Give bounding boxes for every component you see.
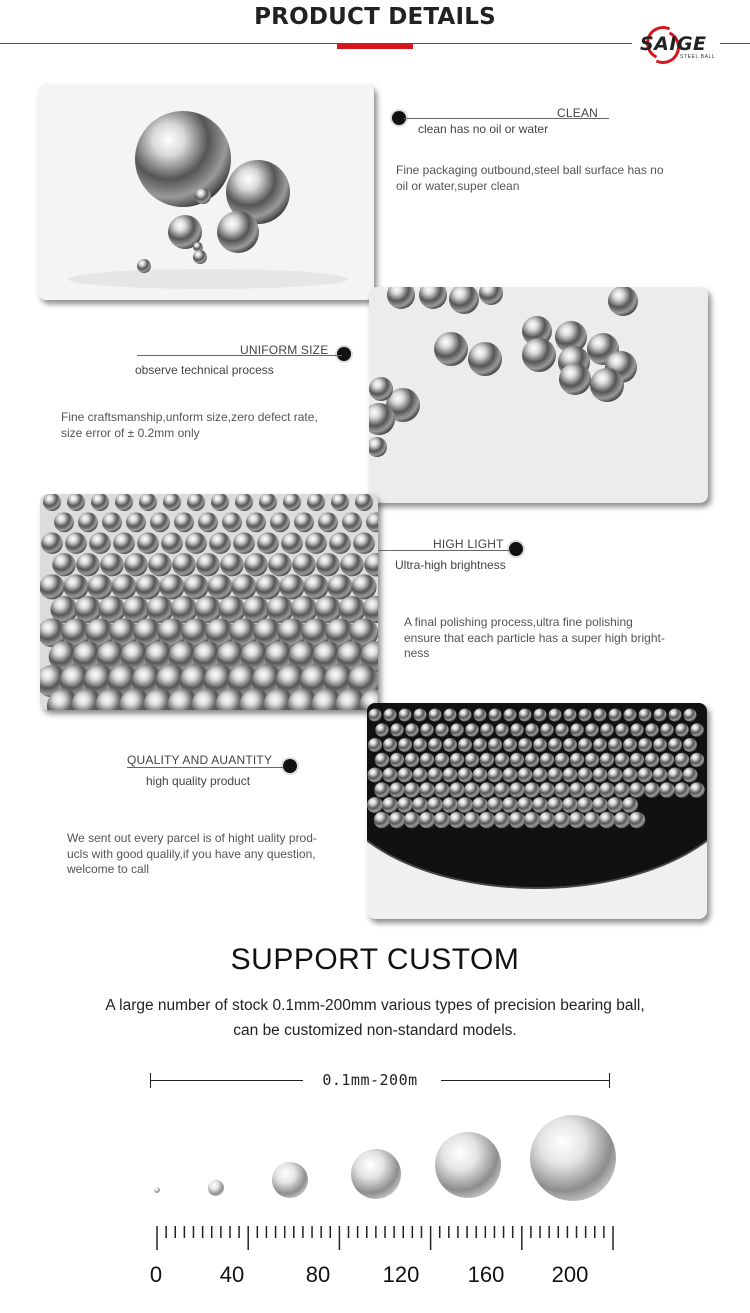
- support-description-line: can be customized non-standard models.: [233, 1022, 517, 1039]
- steel-ball: [374, 812, 391, 829]
- ruler-label: 200: [551, 1262, 589, 1287]
- uniform-size-dot-icon: [337, 347, 351, 361]
- steel-ball: [458, 768, 473, 783]
- steel-ball: [318, 512, 338, 532]
- steel-ball: [653, 768, 668, 783]
- steel-ball: [578, 738, 592, 752]
- steel-ball: [518, 768, 533, 783]
- steel-ball: [592, 797, 608, 813]
- steel-ball: [435, 723, 449, 737]
- steel-ball: [235, 494, 253, 511]
- steel-ball: [504, 709, 517, 722]
- steel-ball: [533, 738, 547, 752]
- steel-ball: [375, 723, 389, 737]
- steel-ball: [259, 494, 277, 511]
- steel-ball: [331, 494, 349, 511]
- steel-ball: [494, 812, 511, 829]
- steel-ball: [480, 753, 495, 768]
- steel-ball: [547, 797, 563, 813]
- steel-ball: [307, 494, 325, 511]
- steel-ball: [279, 574, 304, 599]
- steel-ball: [429, 709, 442, 722]
- steel-ball: [244, 553, 267, 576]
- steel-ball: [257, 532, 279, 554]
- steel-ball: [124, 553, 147, 576]
- quality-description-line: We sent out every parcel is of hight uality prod-: [67, 831, 317, 845]
- uniform-size-title: UNIFORM SIZE: [240, 343, 329, 357]
- steel-ball: [569, 782, 585, 798]
- ruler-label: 120: [382, 1262, 420, 1287]
- steel-ball: [465, 753, 480, 768]
- steel-ball: [532, 797, 548, 813]
- steel-ball: [355, 494, 373, 511]
- steel-ball: [600, 723, 614, 737]
- steel-ball: [518, 738, 532, 752]
- steel-ball: [548, 738, 562, 752]
- steel-ball: [209, 532, 231, 554]
- steel-ball: [479, 812, 496, 829]
- steel-ball: [383, 738, 397, 752]
- range-label: 0.1mm-200m: [322, 1071, 418, 1089]
- clean-description-line: Fine packaging outbound,steel ball surface has no: [396, 163, 664, 177]
- steel-ball: [517, 797, 533, 813]
- steel-ball: [509, 782, 525, 798]
- uniform-size-product-photo: [369, 287, 708, 503]
- steel-ball: [40, 574, 65, 599]
- steel-ball: [139, 494, 157, 511]
- steel-ball: [375, 753, 390, 768]
- steel-ball: [398, 768, 413, 783]
- ruler-label: 0: [149, 1262, 163, 1287]
- steel-ball: [172, 553, 195, 576]
- steel-ball: [111, 574, 136, 599]
- steel-ball: [623, 738, 637, 752]
- steel-ball: [404, 812, 421, 829]
- steel-ball: [473, 738, 487, 752]
- steel-ball: [137, 532, 159, 554]
- steel-ball: [434, 782, 450, 798]
- clean-description: [396, 163, 716, 194]
- steel-ball: [419, 782, 435, 798]
- steel-ball: [584, 782, 600, 798]
- steel-ball: [510, 723, 524, 737]
- steel-ball: [684, 709, 697, 722]
- steel-ball: [638, 768, 653, 783]
- steel-ball: [450, 723, 464, 737]
- quality-description: [67, 831, 367, 878]
- steel-ball: [539, 812, 556, 829]
- steel-ball: [683, 738, 697, 752]
- steel-ball: [292, 553, 315, 576]
- steel-ball: [412, 797, 428, 813]
- steel-ball: [660, 753, 675, 768]
- steel-ball: [659, 782, 675, 798]
- steel-ball: [615, 753, 630, 768]
- steel-ball: [548, 768, 563, 783]
- steel-ball: [342, 512, 362, 532]
- steel-ball: [443, 768, 458, 783]
- steel-ball: [474, 709, 487, 722]
- steel-ball: [163, 494, 181, 511]
- header-accent-bar: [337, 43, 413, 49]
- steel-ball: [660, 723, 674, 737]
- steel-ball: [674, 782, 690, 798]
- steel-ball: [554, 812, 571, 829]
- clean-subtitle: clean has no oil or water: [418, 122, 549, 136]
- steel-ball: [414, 709, 427, 722]
- high-light-dot-icon: [509, 542, 523, 556]
- steel-ball: [231, 574, 256, 599]
- steel-ball: [503, 738, 517, 752]
- steel-ball: [464, 782, 480, 798]
- steel-ball: [369, 709, 382, 722]
- logo-text: SAIGE: [640, 33, 707, 55]
- steel-ball: [540, 723, 554, 737]
- steel-ball: [593, 768, 608, 783]
- ruler-label: 160: [467, 1262, 505, 1287]
- steel-ball: [525, 753, 540, 768]
- steel-ball: [196, 553, 219, 576]
- steel-ball: [405, 753, 420, 768]
- steel-ball: [281, 532, 303, 554]
- steel-ball: [585, 723, 599, 737]
- steel-ball: [593, 738, 607, 752]
- steel-ball: [115, 494, 133, 511]
- steel-ball: [519, 709, 532, 722]
- steel-ball: [629, 812, 646, 829]
- steel-ball: [488, 768, 503, 783]
- steel-ball: [91, 494, 109, 511]
- steel-ball: [683, 768, 698, 783]
- steel-ball: [434, 812, 451, 829]
- steel-ball: [464, 812, 481, 829]
- steel-ball: [525, 723, 539, 737]
- steel-ball: [54, 512, 74, 532]
- steel-ball: [113, 532, 135, 554]
- steel-ball: [366, 512, 378, 532]
- brand-logo: [632, 26, 720, 64]
- high-light-description-line: ness: [404, 646, 430, 660]
- support-custom-description: [0, 993, 750, 1043]
- steel-ball: [398, 738, 412, 752]
- steel-ball: [458, 738, 472, 752]
- steel-ball: [539, 782, 555, 798]
- ruler-label: 80: [305, 1262, 331, 1287]
- steel-ball: [578, 768, 593, 783]
- steel-ball: [479, 782, 495, 798]
- steel-ball: [495, 723, 509, 737]
- steel-ball: [383, 768, 398, 783]
- steel-ball: [294, 512, 314, 532]
- range-cap-right: [609, 1073, 610, 1088]
- steel-ball: [187, 494, 205, 511]
- steel-ball: [449, 812, 466, 829]
- steel-ball: [270, 512, 290, 532]
- steel-ball: [413, 768, 428, 783]
- steel-ball: [585, 753, 600, 768]
- steel-ball: [510, 753, 525, 768]
- logo-subtext: STEEL BALL: [680, 54, 716, 60]
- steel-ball: [211, 494, 229, 511]
- steel-ball: [76, 553, 99, 576]
- steel-ball: [549, 709, 562, 722]
- quality-title: QUALITY AND AUANTITY: [127, 753, 273, 767]
- uniform-size-description: [61, 410, 361, 441]
- clean-title: CLEAN: [557, 106, 599, 120]
- range-line-right: [441, 1080, 609, 1081]
- steel-ball: [435, 753, 450, 768]
- steel-ball: [629, 782, 645, 798]
- steel-ball: [148, 553, 171, 576]
- steel-ball: [67, 494, 85, 511]
- steel-ball: [564, 709, 577, 722]
- steel-ball: [668, 768, 683, 783]
- steel-ball: [374, 782, 390, 798]
- steel-ball: [609, 709, 622, 722]
- uniform-size-description-line: Fine craftsmanship,unform size,zero defect rate,: [61, 410, 318, 424]
- steel-ball: [668, 738, 682, 752]
- steel-ball: [555, 753, 570, 768]
- steel-ball: [268, 553, 291, 576]
- steel-ball: [562, 797, 578, 813]
- high-light-title: HIGH LIGHT: [433, 537, 504, 551]
- steel-ball: [503, 768, 518, 783]
- steel-ball: [614, 812, 631, 829]
- quality-dot-icon: [283, 759, 297, 773]
- clean-description-line: oil or water,super clean: [396, 178, 520, 193]
- steel-ball: [690, 753, 705, 768]
- steel-ball: [405, 723, 419, 737]
- steel-ball: [614, 782, 630, 798]
- steel-ball: [638, 738, 652, 752]
- steel-ball: [495, 753, 510, 768]
- steel-ball: [198, 512, 218, 532]
- steel-ball: [487, 797, 503, 813]
- steel-ball: [419, 812, 436, 829]
- steel-ball: [389, 812, 406, 829]
- steel-ball: [65, 532, 87, 554]
- steel-ball: [577, 797, 593, 813]
- high-light-description: [404, 615, 704, 662]
- steel-ball: [645, 753, 660, 768]
- steel-ball: [89, 532, 111, 554]
- steel-ball: [570, 753, 585, 768]
- steel-ball: [220, 553, 243, 576]
- quality-description-line: welcome to call: [67, 862, 150, 876]
- steel-ball: [233, 532, 255, 554]
- steel-ball: [653, 738, 667, 752]
- support-custom-title: SUPPORT CUSTOM: [230, 943, 520, 976]
- steel-ball: [488, 738, 502, 752]
- steel-ball: [630, 753, 645, 768]
- steel-ball: [450, 753, 465, 768]
- steel-ball: [102, 512, 122, 532]
- steel-ball: [480, 723, 494, 737]
- steel-ball: [255, 574, 280, 599]
- high-light-description-line: ensure that each particle has a super high bright-: [404, 630, 665, 645]
- steel-ball: [669, 709, 682, 722]
- quality-product-photo: [367, 703, 707, 919]
- steel-ball: [607, 797, 623, 813]
- steel-ball: [87, 574, 112, 599]
- steel-ball: [494, 782, 510, 798]
- clean-product-photo: [38, 84, 374, 300]
- high-light-subtitle: Ultra-high brightness: [395, 558, 506, 572]
- steel-ball: [630, 723, 644, 737]
- steel-ball: [428, 738, 442, 752]
- steel-ball: [443, 738, 457, 752]
- steel-ball: [608, 738, 622, 752]
- steel-ball: [384, 709, 397, 722]
- steel-ball: [654, 709, 667, 722]
- steel-ball: [554, 782, 570, 798]
- steel-ball: [185, 532, 207, 554]
- steel-ball: [689, 782, 705, 798]
- steel-ball: [100, 553, 123, 576]
- page-title: PRODUCT DETAILS: [254, 4, 496, 30]
- uniform-size-subtitle: observe technical process: [135, 363, 274, 377]
- steel-ball: [207, 574, 232, 599]
- quality-rule: [127, 767, 283, 768]
- steel-ball: [472, 797, 488, 813]
- steel-ball: [161, 532, 183, 554]
- steel-ball: [63, 574, 88, 599]
- steel-ball: [623, 768, 638, 783]
- high-light-product-photo: [40, 494, 378, 710]
- steel-ball: [351, 574, 376, 599]
- steel-ball: [316, 553, 339, 576]
- steel-ball: [608, 768, 623, 783]
- quality-subtitle: high quality product: [146, 774, 251, 788]
- steel-ball: [675, 723, 689, 737]
- steel-ball: [600, 753, 615, 768]
- steel-ball: [594, 709, 607, 722]
- steel-ball: [459, 709, 472, 722]
- steel-ball: [390, 723, 404, 737]
- steel-ball: [364, 553, 378, 576]
- steel-ball: [457, 797, 473, 813]
- steel-ball: [368, 738, 382, 752]
- support-description-line: A large number of stock 0.1mm-200mm various types of precision bearing ball,: [105, 997, 645, 1014]
- high-light-description-line: A final polishing process,ultra fine polishing: [404, 615, 633, 629]
- steel-ball: [327, 574, 352, 599]
- steel-ball: [599, 782, 615, 798]
- steel-ball: [183, 574, 208, 599]
- steel-ball: [524, 782, 540, 798]
- steel-ball: [303, 574, 328, 599]
- steel-ball: [569, 812, 586, 829]
- steel-ball: [135, 574, 160, 599]
- steel-ball: [150, 512, 170, 532]
- steel-ball: [579, 709, 592, 722]
- steel-ball: [41, 532, 63, 554]
- steel-ball: [675, 753, 690, 768]
- steel-ball: [43, 494, 61, 511]
- steel-ball: [246, 512, 266, 532]
- steel-ball: [389, 782, 405, 798]
- steel-ball: [404, 782, 420, 798]
- steel-ball: [390, 753, 405, 768]
- steel-ball: [442, 797, 458, 813]
- steel-ball: [615, 723, 629, 737]
- steel-ball: [340, 553, 363, 576]
- steel-ball: [599, 812, 616, 829]
- steel-ball: [584, 812, 601, 829]
- steel-ball: [428, 768, 443, 783]
- steel-ball: [222, 512, 242, 532]
- steel-ball: [368, 768, 383, 783]
- steel-ball: [509, 812, 526, 829]
- steel-ball: [690, 723, 704, 737]
- steel-ball: [329, 532, 351, 554]
- steel-ball: [502, 797, 518, 813]
- steel-ball: [534, 709, 547, 722]
- steel-ball: [540, 753, 555, 768]
- steel-ball: [367, 797, 383, 813]
- steel-ball: [397, 797, 413, 813]
- steel-ball: [126, 512, 146, 532]
- steel-ball: [449, 782, 465, 798]
- steel-ball: [427, 797, 443, 813]
- steel-ball: [489, 709, 502, 722]
- steel-ball: [555, 723, 569, 737]
- steel-ball: [78, 512, 98, 532]
- steel-ball: [305, 532, 327, 554]
- steel-ball: [353, 532, 375, 554]
- steel-ball: [444, 709, 457, 722]
- steel-ball: [413, 738, 427, 752]
- steel-ball: [624, 709, 637, 722]
- steel-ball: [174, 512, 194, 532]
- ruler-label: 40: [219, 1262, 245, 1287]
- steel-ball: [420, 723, 434, 737]
- steel-ball: [473, 768, 488, 783]
- measuring-ruler: [0, 1222, 750, 1252]
- steel-ball: [524, 812, 541, 829]
- steel-ball: [622, 797, 638, 813]
- steel-ball: [283, 494, 301, 511]
- steel-ball: [465, 723, 479, 737]
- steel-ball: [533, 768, 548, 783]
- ball-size-illustration: [0, 1110, 750, 1210]
- steel-ball: [570, 723, 584, 737]
- steel-ball: [563, 738, 577, 752]
- steel-ball: [644, 782, 660, 798]
- steel-ball: [382, 797, 398, 813]
- steel-ball: [159, 574, 184, 599]
- steel-ball: [52, 553, 75, 576]
- uniform-size-description-line: size error of ± 0.2mm only: [61, 425, 200, 440]
- steel-ball: [563, 768, 578, 783]
- steel-ball: [645, 723, 659, 737]
- quality-description-line: ucls with good qualily,if you have any question,: [67, 846, 316, 861]
- steel-ball: [420, 753, 435, 768]
- range-line-left: [150, 1080, 303, 1081]
- steel-ball: [639, 709, 652, 722]
- steel-ball: [399, 709, 412, 722]
